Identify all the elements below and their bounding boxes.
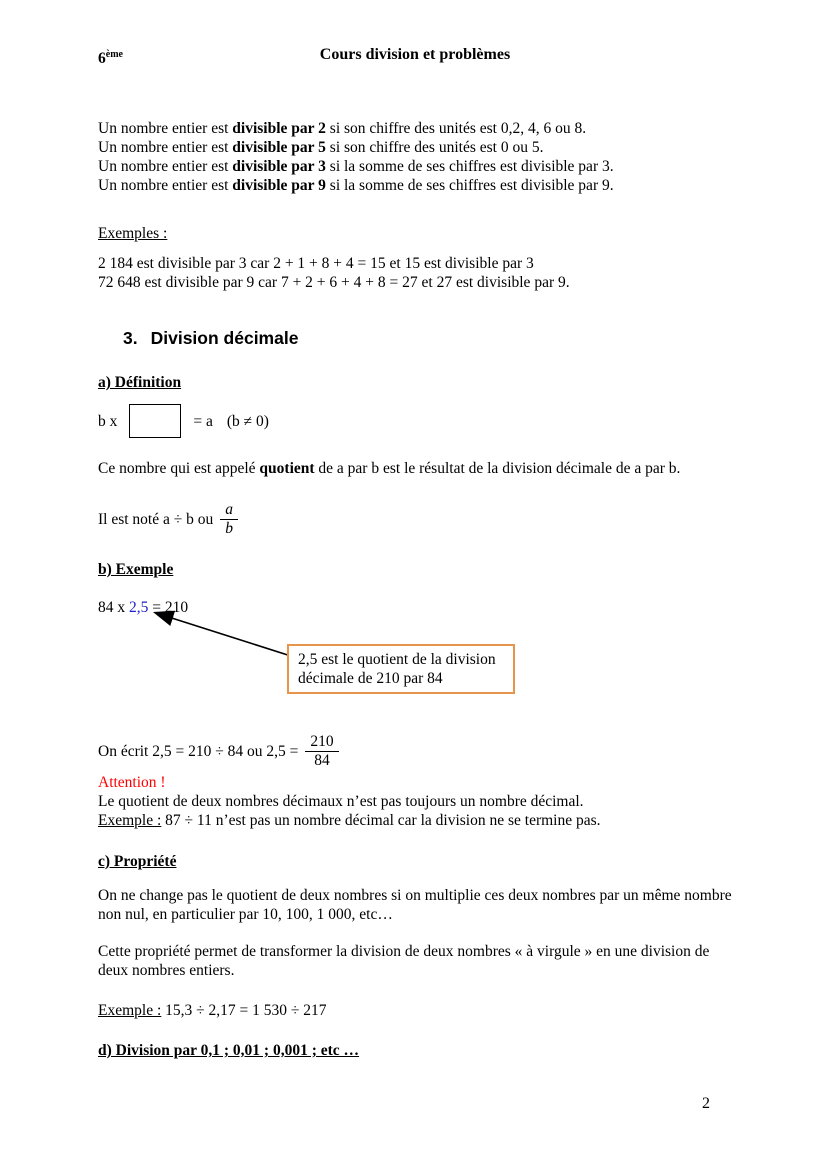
grade-number: 6 [98, 50, 106, 68]
property-paragraph-1: On ne change pas le quotient de deux nombres si on multiplie ces deux nombres par un même nombre non nul, en particulier par 10, 100, 1 000, etc… [98, 887, 732, 923]
rule-text: si son chiffre des unités est 0 ou 5. [325, 139, 544, 156]
equation-quotient-value: 2,5 [129, 599, 149, 616]
callout-annotation-area [98, 617, 732, 713]
subheading-propriete: c) Propriété [98, 853, 177, 870]
formula-answer-box [129, 404, 181, 438]
quotient-callout-box [287, 644, 515, 694]
subheading-division-par-01: d) Division par 0,1 ; 0,01 ; 0,001 ; etc … [98, 1042, 360, 1059]
divisibility-rule-2 [98, 119, 732, 138]
formula-condition: (b ≠ 0) [226, 412, 269, 430]
quotient-text: Ce nombre qui est appelé [98, 460, 260, 477]
definition-formula [98, 402, 732, 440]
page-number: 2 [702, 1095, 710, 1112]
rule-text: Un nombre entier est [98, 120, 233, 137]
divisibility-rule-3 [98, 157, 732, 176]
warning-example-label: Exemple : [98, 812, 162, 829]
examples-label: Exemples : [98, 225, 168, 242]
rule-text: si la somme de ses chiffres est divisible par 9. [325, 177, 614, 194]
fraction-numerator: 210 [305, 733, 338, 752]
fraction-numerator: a [220, 501, 238, 520]
example-divisible-3: 2 184 est divisible par 3 car 2 + 1 + 8 + 4 = 15 et 15 est divisible par 3 [98, 255, 534, 272]
formula-pre: b x [98, 412, 118, 430]
fraction-210-over-84 [305, 733, 338, 770]
formula-equals: = a [193, 412, 213, 430]
quotient-definition-line [98, 459, 732, 478]
fraction-a-over-b [220, 501, 238, 538]
document-title: Cours division et problèmes [319, 46, 511, 63]
grade-suffix: ème [105, 49, 123, 60]
property-example-line [98, 1001, 732, 1020]
rule-text: si son chiffre des unités est 0,2, 4, 6 ou 8. [325, 120, 587, 137]
we-write-line [98, 729, 732, 773]
equation-text: = 210 [148, 599, 189, 616]
rule-bold: divisible par 3 [232, 158, 326, 175]
rule-text: Un nombre entier est [98, 158, 233, 175]
divisibility-examples [98, 254, 732, 292]
divisibility-rule-5 [98, 138, 732, 157]
warning-text: Le quotient de deux nombres décimaux n’est pas toujours un nombre décimal. [98, 793, 584, 810]
section-number: 3. [123, 328, 138, 348]
section-title: Division décimale [150, 328, 299, 348]
rule-bold: divisible par 2 [232, 120, 326, 137]
section-heading-division-decimale [123, 327, 732, 349]
divisibility-rule-9 [98, 176, 732, 195]
rule-text: Un nombre entier est [98, 177, 233, 194]
callout-text-line1: 2,5 est le quotient de la division [298, 651, 496, 668]
subheading-definition: a) Définition [98, 374, 182, 391]
subheading-exemple: b) Exemple [98, 561, 174, 578]
property-example-text: 15,3 ÷ 2,17 = 1 530 ÷ 217 [161, 1002, 327, 1019]
callout-text-line2: décimale de 210 par 84 [298, 670, 443, 687]
document-header [98, 45, 732, 68]
notation-text: Il est noté a ÷ b ou [98, 510, 214, 528]
rule-text: si la somme de ses chiffres est divisible par 3. [325, 158, 614, 175]
example-divisible-9: 72 648 est divisible par 9 car 7 + 2 + 6 + 4 + 8 = 27 et 27 est divisible par 9. [98, 274, 570, 291]
rule-bold: divisible par 9 [232, 177, 326, 194]
quotient-text: de a par b est le résultat de la division décimale de a par b. [314, 460, 681, 477]
we-write-text: On écrit 2,5 = 210 ÷ 84 ou 2,5 = [98, 742, 299, 760]
fraction-denominator: b [225, 519, 234, 537]
rule-text: Un nombre entier est [98, 139, 233, 156]
notation-line [98, 498, 732, 540]
fraction-denominator: 84 [314, 751, 330, 769]
grade-label [98, 45, 123, 68]
rule-bold: divisible par 5 [232, 139, 326, 156]
warning-example-line [98, 811, 732, 830]
property-example-label: Exemple : [98, 1002, 162, 1019]
warning-example-text: 87 ÷ 11 n’est pas un nombre décimal car la division ne se termine pas. [161, 812, 601, 829]
divisibility-rules [98, 119, 732, 195]
quotient-bold: quotient [259, 460, 315, 477]
attention-warning-title: Attention ! [98, 774, 166, 791]
property-paragraph-2: Cette propriété permet de transformer la division de deux nombres « à virgule » en une division de deux nombres entiers. [98, 943, 710, 979]
equation-text: 84 x [98, 599, 129, 616]
